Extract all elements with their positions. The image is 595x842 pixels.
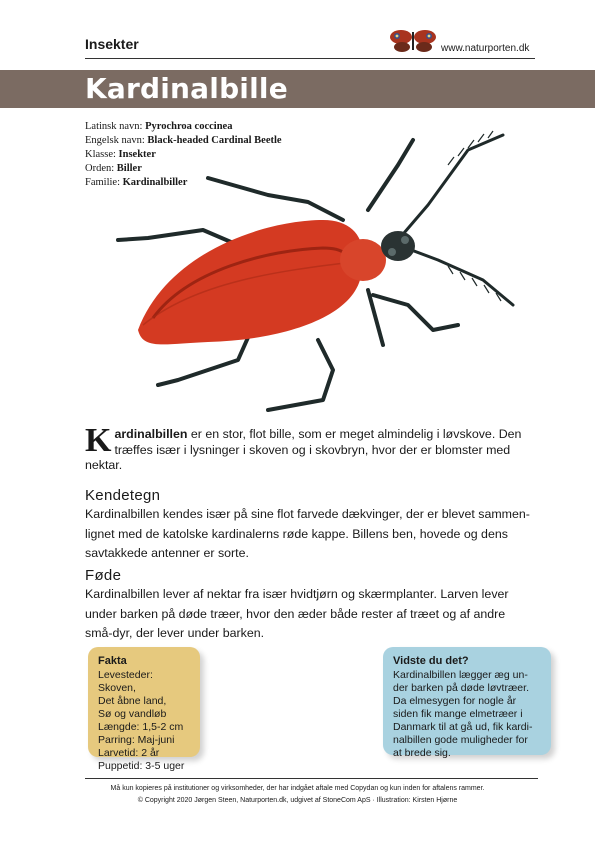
- did-you-know-line: nalbillen gode muligheder for: [393, 734, 528, 746]
- section-text-foede: Kardinalbillen lever af nektar fra især hvidtjørn og skærmplanter. Larven lever under barken på døde træer, hvor den æder både rester af træet og af andre små-dyr, der lever under barken.: [85, 587, 509, 640]
- section-heading-kendetegn: Kendetegn: [85, 487, 161, 504]
- site-url: www.naturporten.dk: [441, 43, 530, 54]
- section-text-kendetegn: Kardinalbillen kendes især på sine flot farvede dækvinger, der er blevet sammen-lignet med de katolske kardinalerns røde kappe. Billens ben, hovede og dens savtakkede antenner er sorte.: [85, 507, 530, 560]
- facts-line: Levesteder: Skoven,: [98, 669, 153, 694]
- header-category: Insekter: [85, 36, 139, 52]
- did-you-know-line: Kardinalbillen lægger æg un-: [393, 669, 528, 681]
- did-you-know-box: [383, 647, 551, 759]
- page-title: Kardinalbille: [85, 72, 288, 105]
- did-you-know-line: der barken på døde løvtræer.: [393, 682, 529, 694]
- info-order: Orden: Biller: [85, 163, 142, 174]
- facts-title: Fakta: [98, 655, 127, 667]
- info-english: Engelsk navn: Black-headed Cardinal Beetle: [85, 135, 282, 146]
- info-family: Familie: Kardinalbiller: [85, 177, 188, 188]
- butterfly-icon: [388, 26, 438, 54]
- did-you-know-title: Vidste du det?: [393, 655, 469, 667]
- facts-line: Puppetid: 3-5 uger: [98, 760, 185, 772]
- header-divider: [85, 58, 535, 59]
- footer-copyright: © Copyright 2020 Jørgen Steen, Naturporten.dk, udgivet af StoneCom ApS · Illustration: Kirsten Hjørne: [137, 797, 458, 804]
- info-latin: Latinsk navn: Pyrochroa coccinea: [85, 121, 233, 132]
- facts-line: Længde: 1,5-2 cm: [98, 721, 184, 733]
- facts-line: Sø og vandløb: [98, 708, 167, 720]
- facts-box: [88, 647, 200, 772]
- facts-line: Det åbne land,: [98, 695, 167, 707]
- intro-paragraph: Kardinalbillen er en stor, flot bille, som er meget almindelig i løvskove. Den træffes især i lysninger i skoven og i skovbryn, hvor der er blomster med nektar.: [85, 422, 522, 472]
- drop-cap: K: [85, 422, 112, 459]
- facts-line: Parring: Maj-juni: [98, 734, 175, 746]
- did-you-know-line: Danmark til at gå ud, fik kardi-: [393, 721, 533, 733]
- info-class: Klasse: Insekter: [85, 149, 156, 160]
- site-logo[interactable]: [388, 26, 588, 56]
- section-heading-foede: Føde: [85, 567, 122, 584]
- did-you-know-line: at brede sig.: [393, 747, 451, 759]
- footer-divider: [85, 778, 538, 779]
- footer-license: Må kun kopieres på institutioner og virksomheder, der har indgået aftale med Copydan og kun inden for aftalens rammer.: [110, 785, 485, 792]
- beetle-illustration: [108, 120, 528, 420]
- facts-line: Larvetid: 2 år: [98, 747, 160, 759]
- did-you-know-line: Da elmesygen for nogle år: [393, 695, 517, 707]
- did-you-know-line: siden fik mange elmetræer i: [393, 708, 523, 720]
